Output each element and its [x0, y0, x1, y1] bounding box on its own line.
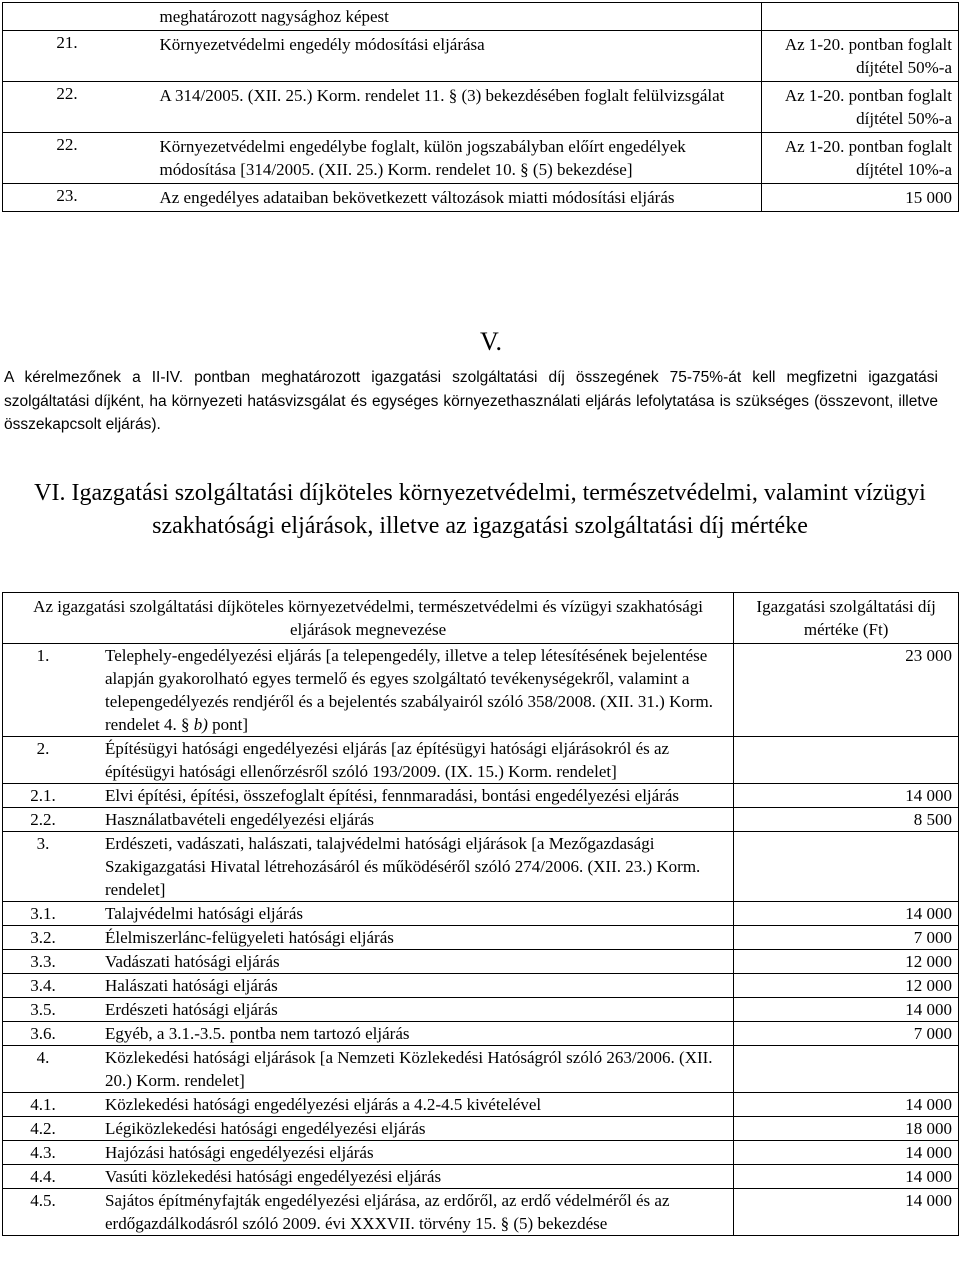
row-description: Használatbavételi engedélyezési eljárás	[87, 808, 734, 832]
row-fee: 14 000	[734, 1189, 959, 1236]
row-number-label: 4.5.	[30, 1191, 56, 1210]
row-description: Környezetvédelmi engedélybe foglalt, külön jogszabályban előírt engedélyek módosítása [314/2005. (XII. 25.) Korm. rendelet 10. § (5) bekezdése]	[155, 133, 761, 184]
row-fee	[734, 1046, 959, 1093]
section-v-heading: V.	[480, 327, 502, 356]
row-description: Építésügyi hatósági engedélyezési eljárás [az építésügyi hatósági eljárásokról és az építésügyi hatósági ellenőrzésről szóló 193/2009. (IX. 15.) Korm. rendelet]	[87, 737, 734, 784]
section-vi-heading: VI. Igazgatási szolgáltatási díjköteles környezetvédelmi, természetvédelmi, valamint vízügyi szakhatósági eljárások, illetve az igazgatási szolgáltatási díj mértéke	[34, 480, 926, 539]
row-fee: 7 000	[734, 926, 959, 950]
row-number-label: 3.6.	[30, 1024, 56, 1043]
row-number	[101, 133, 155, 184]
row-number-label: 3.4.	[30, 976, 56, 995]
row-fee: Az 1-20. pontban foglalt díjtétel 50%-a	[761, 31, 958, 82]
row-number-label: 4.1.	[30, 1095, 56, 1114]
row-description: Környezetvédelmi engedély módosítási eljárása	[155, 31, 761, 82]
row-description: Közlekedési hatósági engedélyezési eljárás a 4.2-4.5 kivételével	[87, 1093, 734, 1117]
row-fee: 12 000	[734, 950, 959, 974]
table-row	[3, 1189, 959, 1236]
table-row	[3, 902, 959, 926]
table-row	[3, 184, 959, 212]
row-description: Erdészeti, vadászati, halászati, talajvédelmi hatósági eljárások [a Mezőgazdasági Szakigazgatási Hivatal létrehozásáról és működéséről szóló 274/2006. (XII. 23.) Korm. rendelet]	[87, 832, 734, 902]
table-row	[3, 974, 959, 998]
row-number-label: 3.3.	[30, 952, 56, 971]
row-description: Az engedélyes adataiban bekövetkezett változások miatti módosítási eljárás	[155, 184, 761, 212]
table-row	[3, 3, 959, 31]
row-description: Egyéb, a 3.1.-3.5. pontba nem tartozó eljárás	[87, 1022, 734, 1046]
row-blank-cell	[3, 3, 102, 31]
row-fee	[734, 737, 959, 784]
row-description: Vasúti közlekedési hatósági engedélyezési eljárás	[87, 1165, 734, 1189]
table-row	[3, 1141, 959, 1165]
row-number	[3, 1141, 88, 1165]
row-fee: 14 000	[734, 998, 959, 1022]
row-fee: 7 000	[734, 1022, 959, 1046]
table-row	[3, 926, 959, 950]
row-number	[3, 737, 88, 784]
row-description: Halászati hatósági eljárás	[87, 974, 734, 998]
row-number	[3, 1189, 88, 1236]
row-number	[3, 1117, 88, 1141]
row-description: Erdészeti hatósági eljárás	[87, 998, 734, 1022]
row-blank-cell: 22.	[3, 133, 102, 184]
row-description: Közlekedési hatósági eljárások [a Nemzeti Közlekedési Hatóságról szóló 263/2006. (XII. 20.) Korm. rendelet]	[87, 1046, 734, 1093]
row-number	[3, 998, 88, 1022]
row-number	[101, 184, 155, 212]
row-fee: Az 1-20. pontban foglalt díjtétel 50%-a	[761, 82, 958, 133]
row-number-label: 3.	[36, 834, 50, 853]
row-fee: Az 1-20. pontban foglalt díjtétel 10%-a	[761, 133, 958, 184]
row-description: Talajvédelmi hatósági eljárás	[87, 902, 734, 926]
row-description: Légiközlekedési hatósági engedélyezési eljárás	[87, 1117, 734, 1141]
table-row	[3, 1165, 959, 1189]
row-fee: 14 000	[734, 784, 959, 808]
table-row	[3, 1022, 959, 1046]
row-blank-cell: 21.	[3, 31, 102, 82]
row-number-label: 2.2.	[30, 810, 56, 829]
row-fee	[734, 832, 959, 902]
table-row	[3, 1117, 959, 1141]
section-v-paragraph: A kérelmezőnek a II-IV. pontban meghatározott igazgatási szolgáltatási díj összegének 75-75%-át kell megfizetni igazgatási szolgáltatási díjként, ha környezeti hatásvizsgálat és egységes környezethasználati eljárás lefolytatása is szükséges (összevont, illetve összekapcsolt eljárás).	[4, 369, 938, 433]
row-number	[101, 82, 155, 133]
row-number	[3, 950, 88, 974]
table-row	[3, 1046, 959, 1093]
row-blank-cell: 23.	[3, 184, 102, 212]
fee-table	[2, 592, 959, 1236]
table-row	[3, 82, 959, 133]
row-number-label: 4.	[36, 1048, 50, 1067]
row-fee: 14 000	[734, 1165, 959, 1189]
row-number-label: 3.2.	[30, 928, 56, 947]
row-number	[3, 926, 88, 950]
top-fee-table-body	[3, 3, 959, 212]
table-row	[3, 832, 959, 902]
row-fee: 23 000	[734, 644, 959, 737]
row-description-italic: b)	[193, 715, 208, 734]
table-row	[3, 737, 959, 784]
row-fee: 8 500	[734, 808, 959, 832]
fee-table-header-row	[3, 593, 959, 644]
row-blank-cell: 22.	[3, 82, 102, 133]
row-fee: 14 000	[734, 1141, 959, 1165]
row-number	[101, 31, 155, 82]
row-number-label: 4.2.	[30, 1119, 56, 1138]
row-fee: 14 000	[734, 902, 959, 926]
row-number	[3, 832, 88, 902]
row-description: Telephely-engedélyezési eljárás [a telepengedély, illetve a telep létesítésének bejelentése alapján gyakorolható egyes termelő és egyes szolgáltató tevékenységekről, valamint a telepengedélyezés rendjéről és a bejelentés szabályairól szóló 358/2008. (XII. 31.) Korm. rendelet 4. § b) pont]	[87, 644, 734, 737]
row-number-label: 4.4.	[30, 1167, 56, 1186]
row-number-label: 1.	[36, 646, 50, 665]
row-number-label: 2.	[36, 739, 50, 758]
row-number	[3, 644, 88, 737]
row-description: Sajátos építményfajták engedélyezési eljárása, az erdőről, az erdő védelméről és az erdőgazdálkodásról szóló 2009. évi XXXVII. törvény 15. § (5) bekezdése	[87, 1189, 734, 1236]
row-fee: 15 000	[761, 184, 958, 212]
row-fee: 12 000	[734, 974, 959, 998]
table-row	[3, 784, 959, 808]
row-number	[3, 808, 88, 832]
table-row	[3, 998, 959, 1022]
row-description: Elvi építési, építési, összefoglalt építési, fennmaradási, bontási engedélyezési eljárás	[87, 784, 734, 808]
row-number	[3, 784, 88, 808]
fee-table-header-desc: Az igazgatási szolgáltatási díjköteles környezetvédelmi, természetvédelmi és vízügyi szakhatósági eljárások megnevezése	[3, 593, 734, 644]
row-number	[3, 1165, 88, 1189]
row-fee: 14 000	[734, 1093, 959, 1117]
row-description: meghatározott nagysághoz képest	[155, 3, 761, 31]
row-number-label: 3.1.	[30, 904, 56, 923]
row-description: Vadászati hatósági eljárás	[87, 950, 734, 974]
row-fee	[761, 3, 958, 31]
row-description: A 314/2005. (XII. 25.) Korm. rendelet 11. § (3) bekezdésében foglalt felülvizsgálat	[155, 82, 761, 133]
table-row	[3, 950, 959, 974]
table-row	[3, 644, 959, 737]
row-number	[3, 974, 88, 998]
row-number	[3, 1022, 88, 1046]
row-description: Élelmiszerlánc-felügyeleti hatósági eljárás	[87, 926, 734, 950]
fee-table-header-fee: Igazgatási szolgáltatási díj mértéke (Ft)	[734, 593, 959, 644]
row-number	[3, 1046, 88, 1093]
table-row	[3, 133, 959, 184]
table-row	[3, 31, 959, 82]
row-number-label: 4.3.	[30, 1143, 56, 1162]
table-row	[3, 1093, 959, 1117]
row-fee: 18 000	[734, 1117, 959, 1141]
row-number	[3, 902, 88, 926]
row-number	[3, 1093, 88, 1117]
row-number-label: 3.5.	[30, 1000, 56, 1019]
top-fee-table	[2, 2, 959, 212]
fee-table-body	[3, 593, 959, 1236]
row-number	[101, 3, 155, 31]
row-number-label: 2.1.	[30, 786, 56, 805]
row-description: Hajózási hatósági engedélyezési eljárás	[87, 1141, 734, 1165]
table-row	[3, 808, 959, 832]
